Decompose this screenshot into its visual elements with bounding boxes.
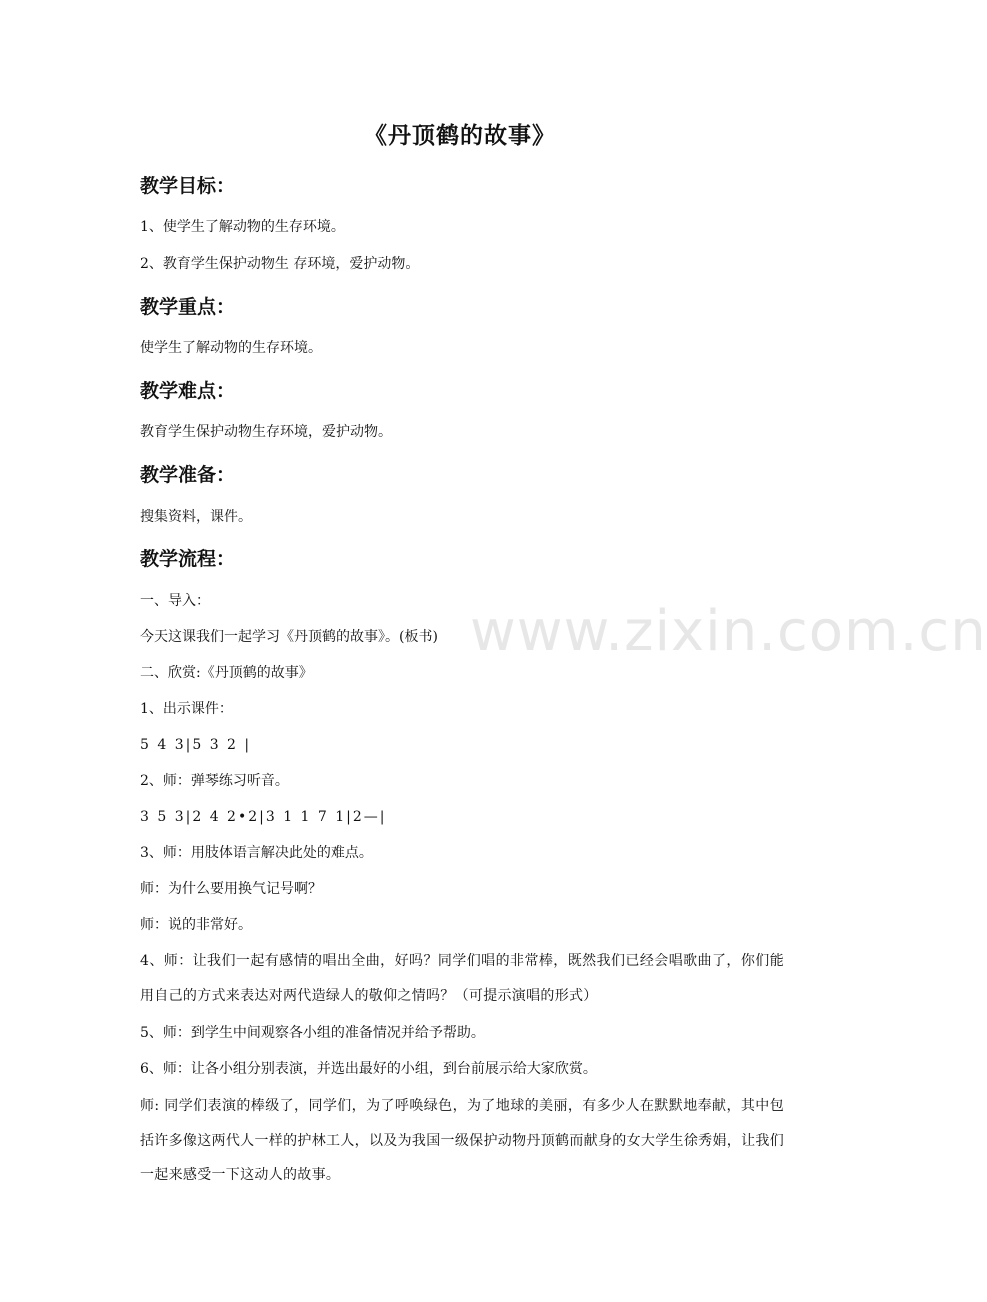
process-line: 师：为什么要用换气记号啊？	[140, 881, 322, 897]
goals-heading: 教学目标：	[140, 175, 236, 197]
process-line-5: 5、师：到学生中间观察各小组的准备情况并给予帮助。	[140, 1025, 485, 1041]
preparation-text: 搜集资料，课件。	[140, 509, 252, 525]
music-notation: 3 5 3|2 4 2•2|3 1 1 7 1|2—|	[140, 809, 387, 825]
process-final-paragraph: 师: 同学们表演的棒级了，同学们，为了呼唤绿色，为了地球的美丽，有多少人在默默地奉献，其中包括许多像这两代人一样的护林工人，以及为我国一级保护动物丹顶鹤而献身的女大学生徐秀娟，让我们一起来感受一下这动人的故事。	[140, 1098, 784, 1183]
key-points-heading: 教学重点：	[140, 296, 236, 318]
document-title: 《丹顶鹤的故事》	[364, 123, 556, 149]
goal-item-1: 1、使学生了解动物的生存环境。	[140, 219, 345, 235]
process-heading: 教学流程：	[140, 548, 236, 570]
process-line: 二、欣赏:《丹顶鹤的故事》	[140, 665, 313, 681]
key-points-text: 使学生了解动物的生存环境。	[140, 340, 322, 356]
process-line: 3、师：用肢体语言解决此处的难点。	[140, 845, 373, 861]
difficulties-text: 教育学生保护动物生存环境，爱护动物。	[140, 424, 392, 440]
process-paragraph-4: 4、师：让我们一起有感情的唱出全曲，好吗？同学们唱的非常棒，既然我们已经会唱歌曲了，你们能用自己的方式来表达对两代造绿人的敬仰之情吗？（可提示演唱的形式）	[140, 953, 784, 1004]
preparation-heading: 教学准备：	[140, 464, 236, 486]
process-line: 师：说的非常好。	[140, 917, 252, 933]
process-line-6: 6、师：让各小组分别表演，并选出最好的小组，到台前展示给大家欣赏。	[140, 1061, 597, 1077]
process-line: 2、师：弹琴练习听音。	[140, 773, 289, 789]
process-line: 1、出示课件：	[140, 701, 233, 717]
music-notation: 5 4 3|5 3 2 |	[140, 737, 252, 753]
goal-item-2: 2、教育学生保护动物生 存环境，爱护动物。	[140, 256, 420, 272]
watermark: www.zixin.com.cn	[470, 599, 987, 664]
process-line: 今天这课我们一起学习《丹顶鹤的故事》。(板书)	[140, 629, 438, 645]
difficulties-heading: 教学难点：	[140, 380, 236, 402]
process-line: 一、导入：	[140, 593, 210, 609]
